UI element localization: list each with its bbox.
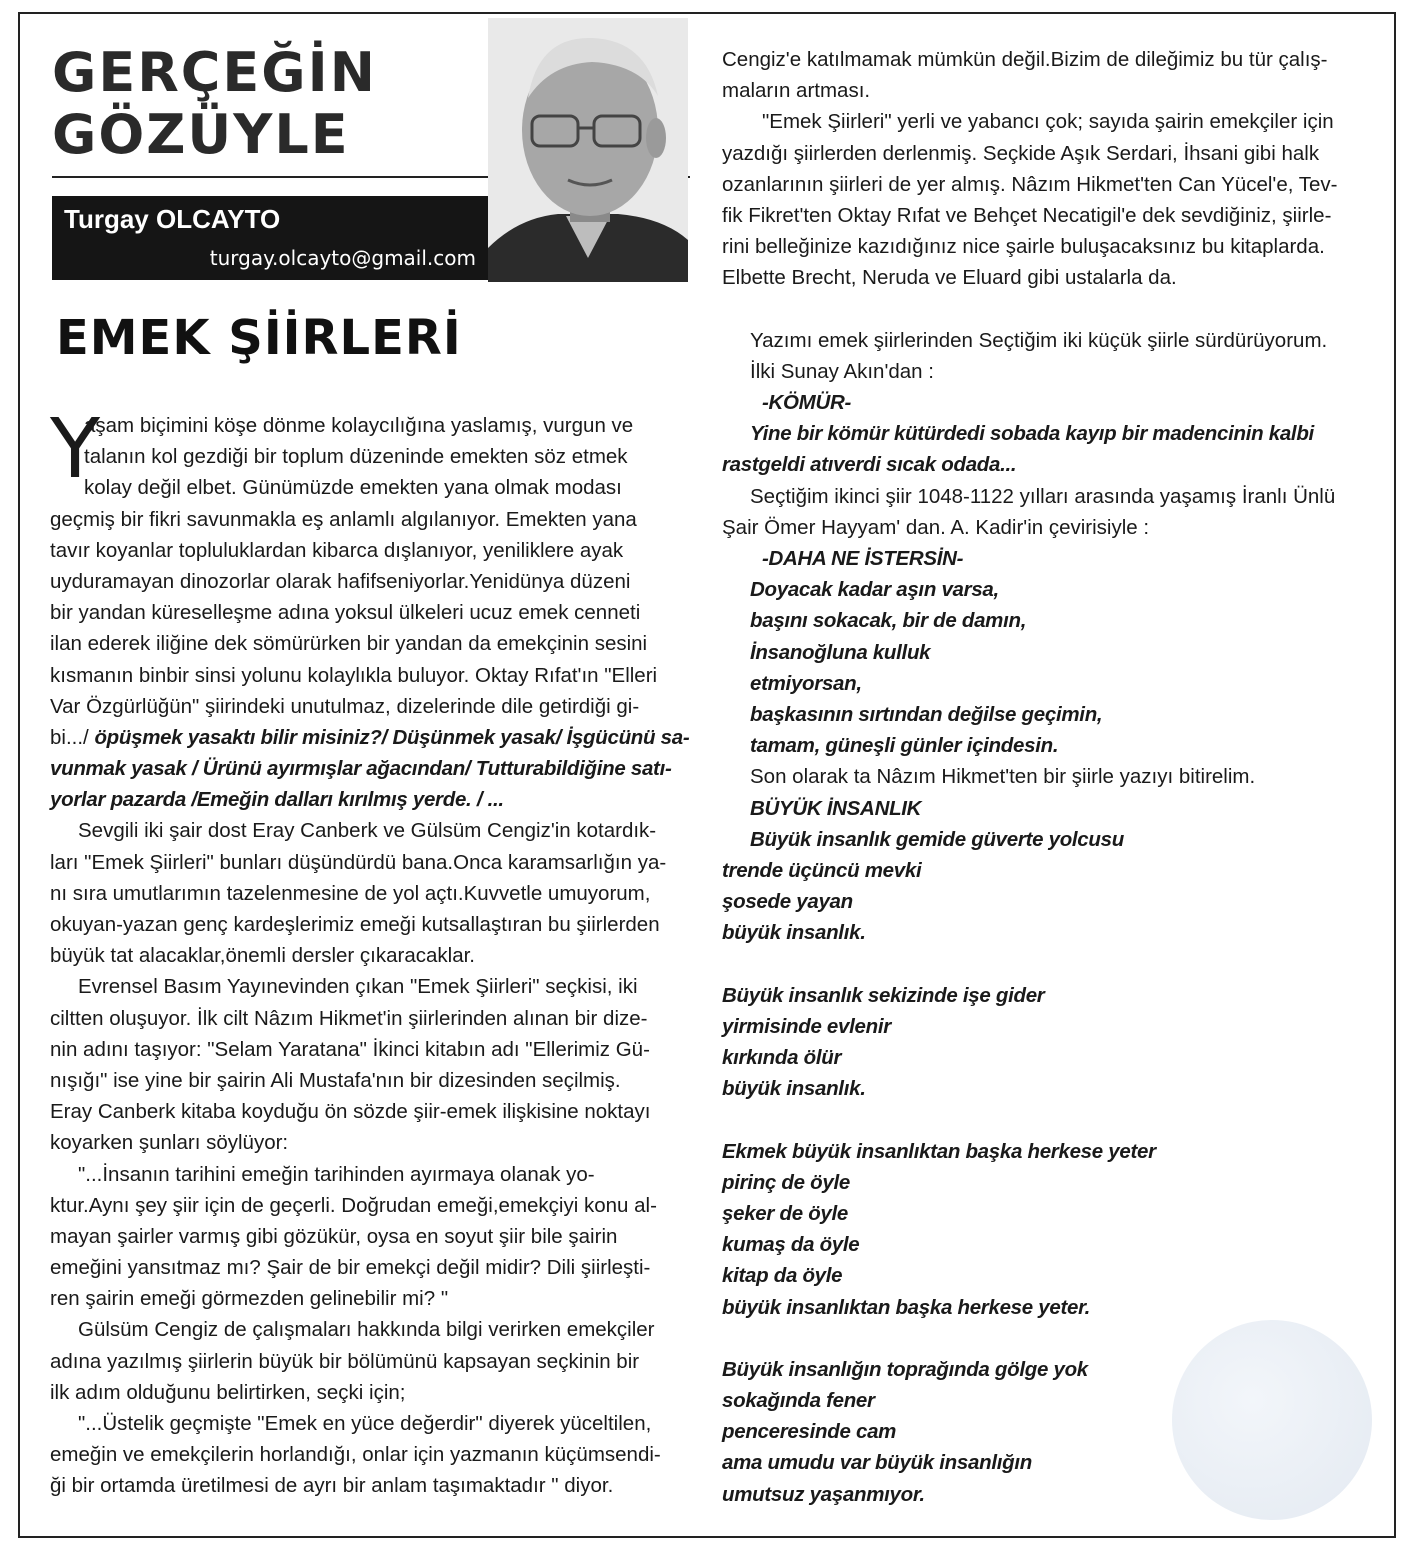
poem-line: umutsuz yaşanmıyor. <box>722 1482 925 1506</box>
poem-quote: vunmak yasak / Ürünü ayırmışlar ağacından/ Tutturabildiğine satı- <box>50 757 672 781</box>
text-line: tavır koyanlar topluluklardan kibarca dışlanıyor, yeniliklere ayak <box>50 538 624 562</box>
text-line: "...Üstelik geçmişte "Emek en yüce değerdir" diyerek yüceltilen, <box>78 1412 652 1435</box>
text-line: talanın kol gezdiği bir toplum düzeninde emekten söz etmek <box>84 445 628 469</box>
text-line: "Emek Şiirleri" yerli ve yabancı çok; sayıda şairin emekçiler için <box>762 110 1334 134</box>
author-box <box>52 196 494 280</box>
text-line: koyarken şunları söylüyor: <box>50 1131 289 1155</box>
text-line: yazdığı şiirlerden derlenmiş. Seçkide Aşık Serdari, İhsani gibi halk <box>722 141 1320 165</box>
poem-title: -DAHA NE İSTERSİN- <box>762 547 964 570</box>
text-line: fik Fikret'ten Oktay Rıfat ve Behçet Necatigil'e dek sevdiğiniz, şiirle- <box>722 203 1332 227</box>
poem-line: İnsanoğluna kulluk <box>750 640 931 664</box>
text-line: İlki Sunay Akın'dan : <box>750 359 934 383</box>
poem-line: rastgeldi atıverdi sıcak odada... <box>722 453 1017 477</box>
author-name: Turgay OLCAYTO <box>64 204 281 234</box>
text-line: nı sıra umutlarımın tazelenmesine de yol açtı.Kuvvetle umuyorum, <box>50 881 651 905</box>
text-line: nışığı" ise yine bir şairin Ali Mustafa'nın bir dizesinden seçilmiş. <box>50 1068 621 1092</box>
text-line: adına yazılmış şiirlerin büyük bir bölümünü kapsayan seçkinin bir <box>50 1349 640 1373</box>
poem-line: Doyacak kadar aşın varsa, <box>750 578 999 602</box>
author-email: turgay.olcayto@gmail.com <box>209 246 476 270</box>
poem-quote: yorlar pazarda /Emeğin dalları kırılmış yerde. / ... <box>50 788 504 812</box>
text-line: ları "Emek Şiirleri" bunları düşündürdü bana.Onca karamsarlığın ya- <box>50 850 667 874</box>
left-column <box>50 402 690 1502</box>
drop-cap: Y <box>50 402 101 497</box>
column-title-line2: GÖZÜYLE <box>52 103 350 166</box>
text-line: ktur.Aynı şey şiir için de geçerli. Doğrudan emeği,emekçiyi konu al- <box>50 1193 657 1217</box>
poem-line: Yine bir kömür kütürdedi sobada kayıp bir madencinin kalbi <box>750 422 1314 446</box>
text-line: ilk adım olduğunu belirtirken, seçki için; <box>50 1380 406 1404</box>
text-line: ozanlarının şiirleri de yer almış. Nâzım Hikmet'ten Can Yücel'e, Tev- <box>722 172 1338 196</box>
article-headline: EMEK ŞİİRLERİ <box>56 310 462 366</box>
text-line: ilan ederek iliğine dek sömürürken bir yandan da emekçinin sesini <box>50 632 648 656</box>
poem-line: tamam, güneşli günler içindesin. <box>750 734 1059 758</box>
text-line: rini belleğinize kazıdığınız nice şairle buluşacaksınız bu kitaplarda. <box>722 235 1325 259</box>
text-line: Son olarak ta Nâzım Hikmet'ten bir şiirle yazıyı bitirelim. <box>750 765 1256 789</box>
poem-line: kırkında ölür <box>722 1046 842 1069</box>
quote-start: bi.../ <box>50 725 95 749</box>
portrait-illustration <box>488 18 688 282</box>
author-portrait <box>488 18 688 282</box>
text-line: Gülsüm Cengiz de çalışmaları hakkında bilgi verirken emekçiler <box>78 1318 655 1342</box>
text-line: Evrensel Basım Yayınevinden çıkan "Emek Şiirleri" seçkisi, iki <box>78 975 638 999</box>
poem-line: Büyük insanlık sekizinde işe gider <box>722 983 1045 1007</box>
column-title <box>52 42 377 166</box>
poem-line: ama umudu var büyük insanlığın <box>722 1451 1032 1475</box>
text-line: aşam biçimini köşe dönme kolaycılığına yaslamış, vurgun ve <box>84 414 634 437</box>
opening-paragraph <box>50 402 690 504</box>
text-line: geçmiş bir fikri savunmakla eş anlamlı algılanıyor. Emekten yana <box>50 507 637 531</box>
text-line: kısmanın binbir sinsi yolunu kolaylıkla buluyor. Oktay Rıfat'ın "Elleri <box>50 663 658 687</box>
poem-line: yirmisinde evlenir <box>722 1014 891 1038</box>
text-line: ciltten oluşuyor. İlk cilt Nâzım Hikmet'in şiirlerinden alınan bir dize- <box>50 1006 648 1030</box>
poem-line: Büyük insanlık gemide güverte yolcusu <box>750 827 1124 851</box>
text-line: Cengiz'e katılmamak mümkün değil.Bizim de dileğimiz bu tür çalış- <box>722 48 1328 71</box>
poem-line: trende üçüncü mevki <box>722 858 922 882</box>
text-line: ren şairin emeği görmezden gelinebilir mi? " <box>50 1287 449 1311</box>
text-line: emeğin ve emekçilerin horlandığı, onlar için yazmanın küçümsendi- <box>50 1443 661 1467</box>
text-line: emeğini yansıtmaz mı? Şair de bir emekçi değil midir? Dili şiirleşti- <box>50 1256 651 1280</box>
text-line: Şair Ömer Hayyam' dan. A. Kadir'in çevirisiyle : <box>722 515 1150 539</box>
text-line: nin adını taşıyor: "Selam Yaratana" İkinci kitabın adı "Ellerimiz Gü- <box>50 1037 650 1061</box>
poem-line: Ekmek büyük insanlıktan başka herkese yeter <box>722 1139 1156 1163</box>
poem-line: etmiyorsan, <box>750 671 862 695</box>
poem-line: şosede yayan <box>722 890 853 914</box>
text-line: ği bir ortamda üretilmesi de ayrı bir anlam taşımaktadır " diyor. <box>50 1474 614 1498</box>
quote-line <box>50 722 690 753</box>
poem-title: -KÖMÜR- <box>762 391 851 415</box>
poem-line: büyük insanlık. <box>722 1077 866 1101</box>
poem-line: penceresinde cam <box>722 1420 897 1444</box>
text-line: Sevgili iki şair dost Eray Canberk ve Gülsüm Cengiz'in kotardık- <box>78 819 657 843</box>
text-line: Yazımı emek şiirlerinden Seçtiğim iki küçük şiirle sürdürüyorum. <box>750 328 1328 352</box>
text-line: okuyan-yazan genç kardeşlerimiz emeği kutsallaştıran bu şiirlerden <box>50 913 660 936</box>
text-line: bir yandan küreselleşme adına yoksul ülkeleri ucuz emek cenneti <box>50 601 641 625</box>
watermark-logo <box>1172 1320 1372 1520</box>
text-line: kolay değil elbet. Günümüzde emekten yana olmak modası <box>84 476 622 500</box>
text-line: maların artması. <box>722 79 871 103</box>
right-column <box>722 44 1362 1510</box>
poem-line: kitap da öyle <box>722 1264 843 1288</box>
poem-line: büyük insanlıktan başka herkese yeter. <box>722 1295 1091 1319</box>
poem-quote: öpüşmek yasaktı bilir misiniz?/ Düşünmek yasak/ İşgücünü sa- <box>94 725 690 749</box>
text-line: uyduramayan dinozorlar olarak hafifseniyorlar.Yenidünya düzeni <box>50 569 631 593</box>
text-line: Elbette Brecht, Neruda ve Eluard gibi ustalarla da. <box>722 266 1177 290</box>
poem-line: şeker de öyle <box>722 1201 849 1225</box>
poem-line: başını sokacak, bir de damın, <box>750 609 1027 633</box>
text-line: Var Özgürlüğün" şiirindeki unutulmaz, dizelerinde dile getirdiği gi- <box>50 694 640 718</box>
text-line: büyük tat alacaklar,önemli dersler çıkaracaklar. <box>50 944 476 968</box>
poem-line: başkasının sırtından değilse geçimin, <box>750 702 1103 726</box>
poem-line: sokağında fener <box>722 1389 875 1413</box>
poem-line: pirinç de öyle <box>722 1170 850 1194</box>
text-line: Seçtiğim ikinci şiir 1048-1122 yılları arasında yaşamış İranlı Ünlü <box>750 484 1336 508</box>
column-title-line1: GERÇEĞİN <box>52 41 377 104</box>
poem-title: BÜYÜK İNSANLIK <box>750 796 922 820</box>
text-line: "...İnsanın tarihini emeğin tarihinden ayırmaya olanak yo- <box>78 1162 595 1186</box>
text-line: mayan şairler varmış gibi gözükür, oysa en soyut şiir bile şairin <box>50 1224 618 1248</box>
poem-line: büyük insanlık. <box>722 921 866 945</box>
poem-line: Büyük insanlığın toprağında gölge yok <box>722 1357 1088 1381</box>
poem-line: kumaş da öyle <box>722 1233 860 1257</box>
text-line: Eray Canberk kitaba koyduğu ön sözde şiir-emek ilişkisine noktayı <box>50 1100 651 1124</box>
